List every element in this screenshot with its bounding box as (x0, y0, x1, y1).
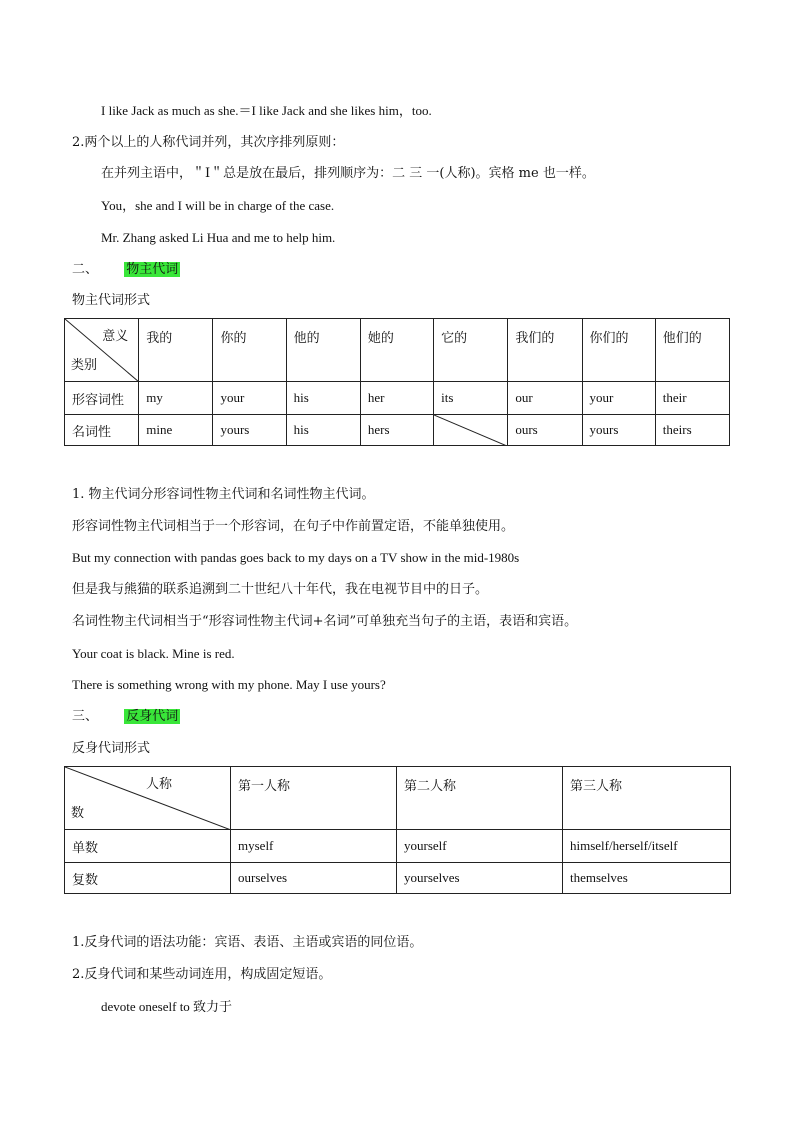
section-title: 物主代词 (126, 262, 179, 277)
header-cell: 我的 (139, 319, 213, 382)
header-cell: 你们的 (582, 319, 655, 382)
section-heading-reflexive (72, 708, 180, 726)
corner-label-number: 数 (71, 806, 85, 821)
header-cell: 我们的 (508, 319, 582, 382)
table-row (65, 830, 731, 863)
possessive-point-noun: 名词性物主代词相当于“形容词性物主代词+名词”可单独充当句子的主语，表语和宾语。 (72, 614, 578, 629)
section-heading-possessive (72, 261, 180, 279)
table-cell: my (139, 382, 213, 415)
example-translation-pandas: 但是我与熊猫的联系追溯到二十世纪八十年代，我在电视节目中的日子。 (72, 582, 489, 597)
header-cell: 第二人称 (397, 767, 563, 830)
diagonal-line (434, 415, 507, 446)
table-row (65, 382, 730, 415)
section-number: 三、 (72, 709, 99, 724)
table-cell: yours (582, 415, 655, 446)
example-sentence-zhang: Mr. Zhang asked Li Hua and me to help him. (101, 230, 336, 245)
table-cell: theirs (655, 415, 729, 446)
table-header-row (65, 319, 730, 382)
header-cell: 她的 (360, 319, 433, 382)
empty-diagonal-cell (434, 415, 508, 446)
possessive-point-1: 1. 物主代词分形容词性物主代词和名词性物主代词。 (72, 487, 375, 502)
header-cell: 第三人称 (563, 767, 731, 830)
table-cell: your (213, 382, 286, 415)
reflexive-point-1: 1.反身代词的语法功能：宾语、表语、主语或宾语的同位语。 (72, 935, 423, 950)
possessive-pronoun-table (64, 318, 730, 446)
header-cell: 你的 (213, 319, 286, 382)
table-caption-reflexive: 反身代词形式 (72, 741, 151, 756)
table-cell: your (582, 382, 655, 415)
reflexive-pronoun-table (64, 766, 731, 894)
row-label: 形容词性 (65, 382, 139, 415)
row-label: 复数 (65, 863, 231, 894)
table-cell: ourselves (231, 863, 397, 894)
rule-heading-order: 2.两个以上的人称代词并列，其次序排列原则： (72, 135, 345, 150)
section-title: 反身代词 (126, 709, 179, 724)
reflexive-point-2: 2.反身代词和某些动词连用，构成固定短语。 (72, 967, 332, 982)
row-label: 单数 (65, 830, 231, 863)
phrase-devote-oneself: devote oneself to 致力于 (101, 999, 233, 1014)
table-cell: mine (139, 415, 213, 446)
header-cell: 它的 (434, 319, 508, 382)
corner-label-meaning: 意义 (102, 329, 129, 344)
table-cell: his (286, 382, 360, 415)
header-cell: 他们的 (655, 319, 729, 382)
table-row (65, 863, 731, 894)
table-cell: our (508, 382, 582, 415)
table-row (65, 415, 730, 446)
table-cell: hers (360, 415, 433, 446)
table-cell: himself/herself/itself (563, 830, 731, 863)
table-caption-possessive: 物主代词形式 (72, 293, 151, 308)
corner-cell (65, 319, 139, 382)
example-sentence-coat: Your coat is black. Mine is red. (72, 646, 235, 661)
row-label: 名词性 (65, 415, 139, 446)
table-cell: her (360, 382, 433, 415)
table-cell: his (286, 415, 360, 446)
corner-label-category: 类别 (71, 358, 98, 373)
table-cell: yourselves (397, 863, 563, 894)
possessive-point-adjective: 形容词性物主代词相当于一个形容词，在句子中作前置定语，不能单独使用。 (72, 519, 515, 534)
example-sentence-phone: There is something wrong with my phone. May I use yours? (72, 677, 386, 692)
header-cell: 第一人称 (231, 767, 397, 830)
table-cell: their (655, 382, 729, 415)
corner-cell (65, 767, 231, 830)
header-cell: 他的 (286, 319, 360, 382)
example-sentence-pandas: But my connection with pandas goes back to my days on a TV show in the mid-1980s (72, 550, 520, 565)
corner-label-person: 人称 (145, 777, 172, 792)
table-header-row (65, 767, 731, 830)
table-cell: themselves (563, 863, 731, 894)
section-number: 二、 (72, 262, 99, 277)
rule-order-explanation: 在并列主语中，＂I＂总是放在最后，排列顺序为：二 三 一(人称)。宾格 me 也一样。 (101, 166, 595, 181)
table-cell: its (434, 382, 508, 415)
table-cell: ours (508, 415, 582, 446)
example-sentence-jack: I like Jack as much as she.＝I like Jack and she likes him，too. (101, 103, 432, 118)
example-sentence-case: You，she and I will be in charge of the case. (101, 198, 335, 213)
table-cell: myself (231, 830, 397, 863)
table-cell: yours (213, 415, 286, 446)
table-cell: yourself (397, 830, 563, 863)
